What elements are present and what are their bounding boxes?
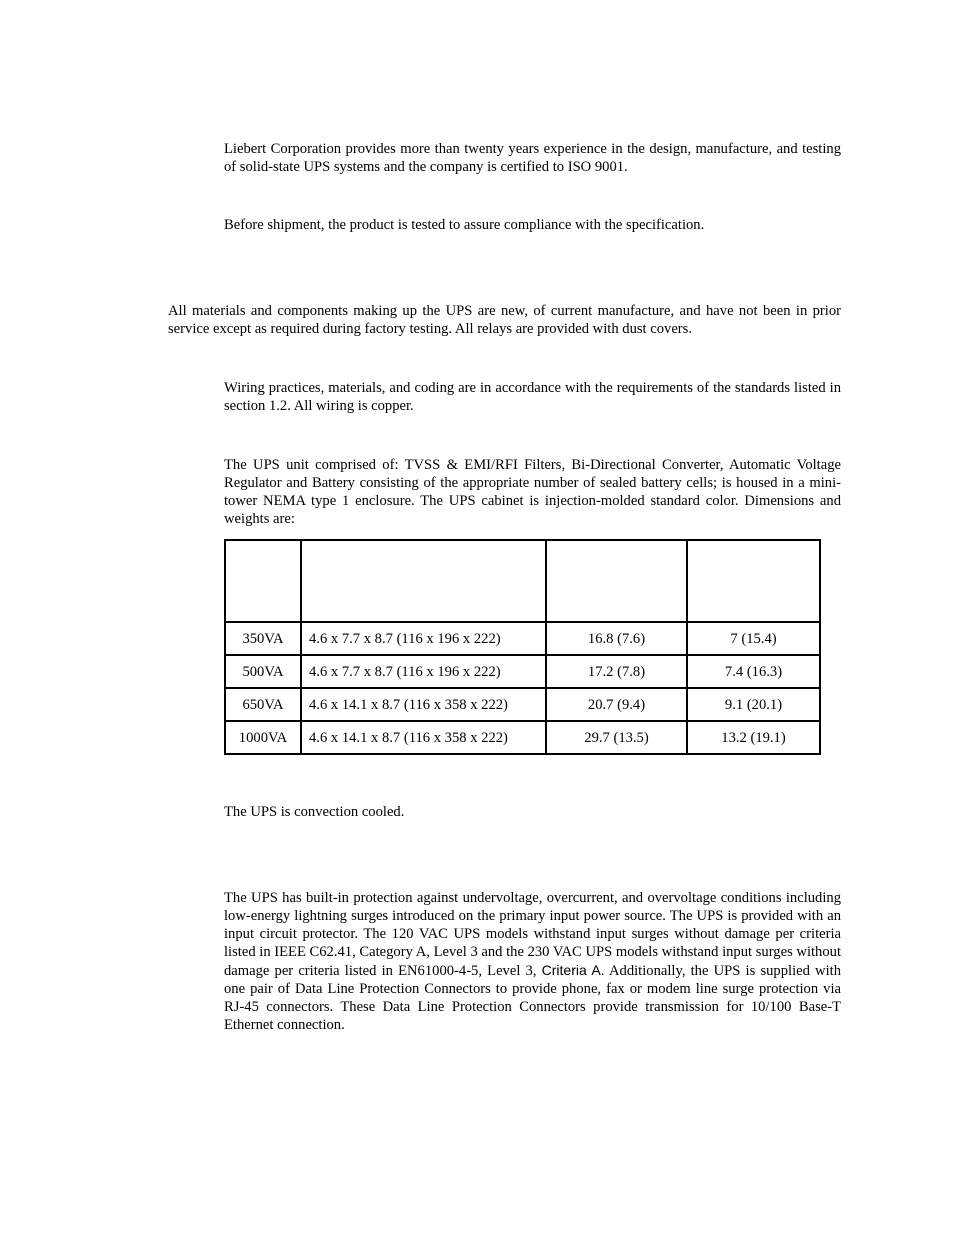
quality-paragraph: Liebert Corporation provides more than twenty years experience in the design, manufacture, and testing of solid-state UPS systems and the company is certified to ISO 9001. <box>224 141 841 175</box>
testing-paragraph: Before shipment, the product is tested to assure compliance with the specification. <box>224 217 705 233</box>
unit-weight-cell: 20.7 (9.4) <box>546 688 687 721</box>
weight-cell: 7.4 (16.3) <box>687 655 820 688</box>
protection-text-part1: The UPS has built-in protection against undervoltage, overcurrent, and overvoltage conditions including low-energy lightning surges introduced on the primary input power source. The UPS is provided with an input circuit protector. The 120 VAC UPS models withstand input surges without damage per criteria listed in IEEE C62.41, Category A, Level 3 and the 230 VAC UPS models withstand input surges without damage per criteria listed in EN61000-4-5, Level 3, <box>224 890 841 979</box>
unit-weight-cell: 16.8 (7.6) <box>546 622 687 655</box>
table-row <box>225 655 820 688</box>
table-header-row <box>225 540 820 622</box>
weight-cell: 7 (15.4) <box>687 622 820 655</box>
model-cell: 1000VA <box>225 721 301 754</box>
dimensions-cell: 4.6 x 14.1 x 8.7 (116 x 358 x 222) <box>301 688 546 721</box>
header-cell <box>546 540 687 622</box>
materials-paragraph: All materials and components making up the UPS are new, of current manufacture, and have not been in prior service except as required during factory testing. All relays are provided with dust covers. <box>168 303 841 337</box>
weight-cell: 13.2 (19.1) <box>687 721 820 754</box>
wiring-paragraph: Wiring practices, materials, and coding are in accordance with the requirements of the standards listed in section 1.2. All wiring is copper. <box>224 380 841 414</box>
model-cell: 350VA <box>225 622 301 655</box>
protection-paragraph <box>224 889 841 1034</box>
unit-weight-cell: 17.2 (7.8) <box>546 655 687 688</box>
construction-paragraph: The UPS unit comprised of: TVSS & EMI/RFI Filters, Bi-Directional Converter, Automatic Voltage Regulator and Battery consisting of the appropriate number of sealed battery cells; is housed in a mini-tower NEMA type 1 enclosure. The UPS cabinet is injection-molded standard color. Dimensions and weights are: <box>224 457 841 527</box>
header-cell <box>687 540 820 622</box>
header-cell <box>225 540 301 622</box>
table-row <box>225 622 820 655</box>
model-cell: 650VA <box>225 688 301 721</box>
dimensions-cell: 4.6 x 7.7 x 8.7 (116 x 196 x 222) <box>301 622 546 655</box>
cooling-paragraph: The UPS is convection cooled. <box>224 804 405 820</box>
dimensions-cell: 4.6 x 7.7 x 8.7 (116 x 196 x 222) <box>301 655 546 688</box>
protection-text-part2: Additionally, the UPS is supplied with one pair of Data Line Protection Connectors to provide phone, fax or modem line surge protection via RJ-45 connectors. These Data Line Protection Connectors provide transmission for 10/100 Base-T Ethernet connection. <box>224 963 842 1033</box>
dimensions-weights-table <box>224 539 821 755</box>
table-row <box>225 688 820 721</box>
unit-weight-cell: 29.7 (13.5) <box>546 721 687 754</box>
model-cell: 500VA <box>225 655 301 688</box>
weight-cell: 9.1 (20.1) <box>687 688 820 721</box>
dimensions-cell: 4.6 x 14.1 x 8.7 (116 x 358 x 222) <box>301 721 546 754</box>
protection-criteria-text: Criteria A. <box>541 962 605 978</box>
header-cell <box>301 540 546 622</box>
table-row <box>225 721 820 754</box>
